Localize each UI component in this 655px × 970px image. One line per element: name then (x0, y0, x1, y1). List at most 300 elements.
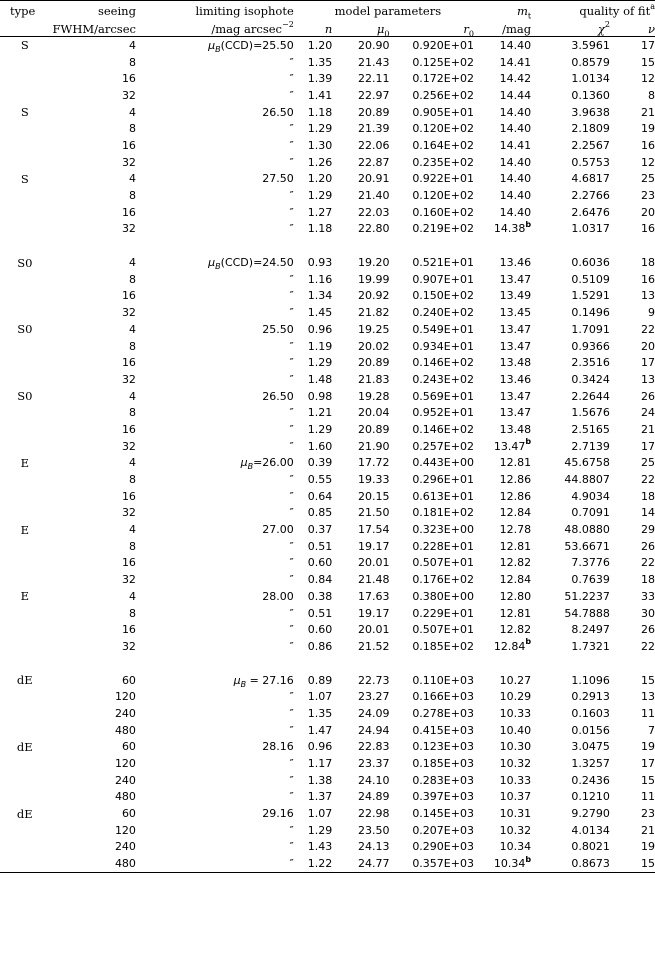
cell-mu0: 17.63 (357, 589, 390, 603)
header-chi2-sup: 2 (604, 20, 610, 30)
cell-nu: 15 (614, 855, 655, 872)
cell-type: dE (16, 673, 33, 688)
cell-mu0: 20.89 (357, 422, 390, 436)
cell-r0: 0.120E+02 (412, 189, 474, 203)
cell-mt: 14.40 (499, 38, 532, 52)
cell-type (0, 137, 50, 154)
cell-r0: 0.146E+02 (412, 422, 474, 436)
cell-seeing: 4 (128, 589, 136, 603)
cell-n: 1.37 (307, 790, 333, 804)
header-mu0-sub: 0 (384, 29, 390, 39)
cell-nu: 13 (641, 289, 655, 303)
cell-chi2: 0.1210 (571, 790, 610, 804)
cell-n: 0.38 (307, 589, 333, 603)
cell-chi2: 1.0317 (571, 222, 610, 236)
cell-seeing: 16 (121, 422, 136, 436)
cell-lim: ″ (289, 506, 294, 520)
cell-n: 1.29 (307, 823, 333, 837)
cell-n: 1.07 (307, 690, 333, 704)
header-seeing: seeing (97, 4, 136, 18)
cell-nu: 23 (641, 189, 655, 203)
cell-mu0: 20.89 (357, 356, 390, 370)
cell-n: 1.38 (307, 773, 333, 787)
cell-mu0: 19.33 (357, 473, 390, 487)
table-row (0, 221, 655, 238)
cell-r0: 0.613E+01 (412, 489, 474, 503)
cell-chi2: 0.7639 (571, 573, 610, 587)
table-row (0, 438, 655, 455)
cell-lim: ″ (289, 55, 294, 69)
cell-mu0: 20.01 (357, 556, 390, 570)
table-row (0, 304, 655, 321)
cell-r0: 0.380E+00 (412, 589, 474, 603)
group-spacer (0, 655, 655, 672)
cell-chi2: 0.1496 (571, 306, 610, 320)
cell-nu: 20 (641, 205, 655, 219)
cell-type (0, 271, 50, 288)
cell-nu: 33 (641, 589, 655, 603)
cell-lim: ″ (289, 406, 294, 420)
cell-lim: $\mu_B(CCD)=25.50$ (208, 38, 294, 55)
table-row (0, 154, 655, 171)
cell-nu: 16 (641, 138, 655, 152)
cell-r0: 0.160E+02 (412, 205, 474, 219)
cell-type: E (20, 589, 30, 604)
cell-nu: 21 (641, 105, 655, 119)
cell-lim: ″ (289, 339, 294, 353)
cell-mt: 13.49 (499, 289, 532, 303)
cell-seeing: 16 (121, 489, 136, 503)
cell-mt: 13.48 (499, 356, 532, 370)
cell-r0: 0.125E+02 (412, 55, 474, 69)
table-body (0, 37, 655, 873)
cell-seeing: 60 (121, 740, 136, 754)
cell-n: 1.29 (307, 189, 333, 203)
cell-chi2: 0.2436 (571, 773, 610, 787)
table-row (0, 54, 655, 71)
cell-chi2: 51.2237 (564, 589, 610, 603)
cell-nu: 17 (641, 757, 655, 771)
cell-mt: 13.46 (499, 256, 532, 270)
cell-r0: 0.296E+01 (412, 473, 474, 487)
table-row (0, 471, 655, 488)
cell-n: 1.47 (307, 723, 333, 737)
cell-seeing: 480 (114, 723, 136, 737)
cell-mt: 10.30 (499, 740, 532, 754)
cell-mu0: 21.48 (357, 573, 390, 587)
table-row (0, 755, 655, 772)
header-quality-of-fit (535, 1, 655, 19)
cell-seeing: 4 (128, 38, 136, 52)
cell-seeing: 32 (121, 88, 136, 102)
cell-seeing: 240 (114, 773, 136, 787)
table-row (0, 421, 655, 438)
cell-r0: 0.507E+01 (412, 556, 474, 570)
table-row (0, 338, 655, 355)
cell-seeing: 240 (114, 840, 136, 854)
cell-chi2: 2.3516 (571, 356, 610, 370)
header-seeing-unit: FWHM/arcsec (50, 18, 136, 37)
cell-r0: 0.176E+02 (412, 573, 474, 587)
cell-r0: 0.357E+03 (389, 855, 478, 872)
cell-type (0, 120, 50, 137)
header-r0-sub: 0 (468, 29, 474, 39)
table-row (0, 70, 655, 87)
cell-r0: 0.150E+02 (412, 289, 474, 303)
cell-lim: ″ (289, 823, 294, 837)
cell-r0: 0.235E+02 (412, 155, 474, 169)
cell-r0: 0.185E+03 (412, 757, 474, 771)
header-nu (614, 18, 655, 37)
cell-type (0, 505, 50, 522)
cell-n: 1.20 (307, 172, 333, 186)
cell-nu: 22 (641, 556, 655, 570)
cell-nu: 20 (641, 339, 655, 353)
cell-lim: ″ (289, 122, 294, 136)
header-quality-label: quality of fit (579, 4, 651, 18)
cell-mt: 10.33 (499, 773, 532, 787)
cell-lim: ″ (289, 72, 294, 86)
cell-mt: 14.41 (499, 138, 532, 152)
cell-seeing: 240 (114, 706, 136, 720)
cell-mt: 12.82 (499, 623, 532, 637)
cell-r0: 0.219E+02 (412, 222, 474, 236)
cell-r0: 0.243E+02 (412, 372, 474, 386)
cell-n: 1.43 (307, 840, 333, 854)
cell-mt: 14.40 (499, 155, 532, 169)
cell-lim: $\mu_B=26.00$ (240, 456, 294, 472)
table-row (0, 588, 655, 605)
cell-r0: 0.907E+01 (412, 272, 474, 286)
cell-r0: 0.283E+03 (412, 773, 474, 787)
cell-lim: 27.50 (262, 172, 294, 186)
cell-r0: 0.123E+03 (412, 740, 474, 754)
cell-r0: 0.229E+01 (412, 606, 474, 620)
cell-lim: ″ (289, 155, 294, 169)
cell-nu: 25 (641, 172, 655, 186)
cell-type (0, 354, 50, 371)
table-row (0, 739, 655, 756)
table-row (0, 288, 655, 305)
table-row (0, 354, 655, 371)
cell-lim: ″ (289, 473, 294, 487)
table-row (0, 120, 655, 137)
cell-chi2: 1.1096 (571, 673, 610, 687)
table-row (0, 621, 655, 638)
cell-lim: ″ (289, 289, 294, 303)
cell-mt: 12.84$^b$ (493, 637, 532, 653)
cell-mt: 13.47 (499, 322, 532, 336)
cell-chi2: 0.0156 (571, 723, 610, 737)
cell-seeing: 32 (121, 506, 136, 520)
cell-r0: 0.507E+01 (412, 623, 474, 637)
cell-nu: 17 (641, 439, 655, 453)
cell-mu0: 20.04 (357, 406, 390, 420)
cell-chi2: 0.1603 (571, 706, 610, 720)
cell-lim: ″ (289, 422, 294, 436)
cell-r0: 0.569E+01 (412, 389, 474, 403)
cell-seeing: 8 (128, 189, 136, 203)
cell-mu0: 23.27 (357, 690, 390, 704)
cell-chi2: 1.7091 (571, 322, 610, 336)
cell-seeing: 32 (121, 306, 136, 320)
cell-nu: 12 (641, 72, 655, 86)
header-row-1 (0, 1, 655, 19)
cell-nu: 14 (641, 506, 655, 520)
cell-mt: 13.46 (499, 372, 532, 386)
cell-n: 0.96 (307, 322, 333, 336)
header-type: type (10, 4, 36, 18)
cell-nu: 22 (641, 639, 655, 653)
cell-r0: 0.207E+03 (412, 823, 474, 837)
table-row (0, 722, 655, 739)
cell-mt: 14.44 (499, 88, 532, 102)
table-row (0, 538, 655, 555)
cell-chi2: 0.8579 (571, 55, 610, 69)
cell-nu: 24 (641, 406, 655, 420)
cell-r0: 0.323E+00 (412, 523, 474, 537)
cell-r0: 0.185E+02 (412, 639, 474, 653)
cell-mu0: 20.15 (357, 489, 390, 503)
cell-mt: 10.31 (499, 807, 532, 821)
cell-type (0, 338, 50, 355)
cell-type: S0 (17, 322, 33, 337)
cell-n: 1.34 (307, 289, 333, 303)
cell-lim: 27.00 (262, 523, 294, 537)
cell-n: 1.18 (307, 222, 333, 236)
cell-type (0, 187, 50, 204)
cell-chi2: 3.9638 (571, 105, 610, 119)
cell-mt: 14.38$^b$ (493, 219, 532, 236)
cell-nu: 13 (641, 690, 655, 704)
cell-chi2: 0.8021 (571, 840, 610, 854)
header-limiting-unit-sup: −2 (281, 20, 294, 30)
cell-r0: 0.228E+01 (412, 539, 474, 553)
cell-nu: 11 (641, 706, 655, 720)
cell-n: 0.84 (307, 573, 333, 587)
cell-mu0: 24.89 (357, 790, 390, 804)
cell-mt: 14.40 (499, 172, 532, 186)
cell-lim: ″ (289, 439, 294, 453)
cell-chi2: 2.7139 (571, 439, 610, 453)
cell-type (0, 54, 50, 71)
cell-lim: ″ (289, 757, 294, 771)
cell-n: 0.85 (307, 506, 333, 520)
cell-n: 1.39 (307, 72, 333, 86)
cell-n: 1.22 (298, 855, 333, 872)
cell-type (0, 638, 50, 655)
cell-type (0, 705, 50, 722)
table-row (0, 87, 655, 104)
cell-seeing: 60 (121, 673, 136, 687)
cell-mu0: 21.52 (357, 639, 390, 653)
cell-mu0: 22.73 (357, 673, 390, 687)
cell-mu0: 19.25 (357, 322, 390, 336)
cell-chi2: 0.5109 (571, 272, 610, 286)
cell-seeing: 32 (121, 372, 136, 386)
cell-mu0: 21.50 (357, 506, 390, 520)
header-mu0 (332, 18, 389, 37)
cell-n: 1.21 (307, 406, 333, 420)
cell-lim: ″ (289, 840, 294, 854)
cell-mt: 13.47 (499, 406, 532, 420)
cell-nu: 22 (641, 473, 655, 487)
cell-chi2: 2.1809 (571, 122, 610, 136)
cell-nu: 26 (641, 623, 655, 637)
cell-seeing: 120 (114, 757, 136, 771)
table-row (0, 688, 655, 705)
table-row (0, 855, 655, 872)
cell-nu: 29 (641, 523, 655, 537)
cell-seeing: 16 (121, 72, 136, 86)
cell-chi2: 1.5291 (571, 289, 610, 303)
cell-lim: ″ (289, 773, 294, 787)
cell-type (0, 555, 50, 572)
cell-chi2: 4.6817 (571, 172, 610, 186)
cell-nu: 17 (641, 356, 655, 370)
cell-chi2: 8.2497 (571, 623, 610, 637)
cell-chi2: 0.5753 (571, 155, 610, 169)
cell-chi2: 1.3257 (571, 757, 610, 771)
table-row (0, 839, 655, 856)
header-chi2-symbol: χ (597, 22, 605, 36)
table-row (0, 254, 655, 271)
cell-chi2: 1.5676 (571, 406, 610, 420)
table-row (0, 605, 655, 622)
cell-chi2: 9.2790 (571, 807, 610, 821)
cell-mt: 12.78 (499, 523, 532, 537)
cell-n: 1.30 (307, 138, 333, 152)
cell-nu: 15 (641, 773, 655, 787)
cell-lim: ″ (289, 606, 294, 620)
cell-mt: 10.33 (499, 706, 532, 720)
cell-nu: 18 (641, 489, 655, 503)
header-r0 (389, 18, 478, 37)
table-row (0, 455, 655, 472)
cell-n: 0.64 (307, 489, 333, 503)
cell-r0: 0.290E+03 (412, 840, 474, 854)
cell-chi2: 0.6036 (571, 256, 610, 270)
cell-seeing: 4 (128, 322, 136, 336)
header-chi2 (535, 18, 614, 37)
cell-nu: 19 (641, 740, 655, 754)
cell-r0: 0.181E+02 (412, 506, 474, 520)
cell-mt: 10.32 (499, 757, 532, 771)
cell-n: 1.20 (307, 38, 333, 52)
cell-r0: 0.952E+01 (412, 406, 474, 420)
header-mu0-symbol: μ (376, 22, 385, 36)
cell-n: 0.89 (307, 673, 333, 687)
cell-lim: ″ (289, 306, 294, 320)
cell-r0: 0.905E+01 (412, 105, 474, 119)
cell-mu0: 17.54 (357, 523, 390, 537)
cell-mu0: 21.43 (357, 55, 390, 69)
table-row (0, 789, 655, 806)
cell-lim: ″ (289, 88, 294, 102)
header-limiting-unit-text: /mag arcsec (211, 22, 282, 36)
cell-r0: 0.145E+03 (412, 807, 474, 821)
cell-n: 1.29 (307, 356, 333, 370)
cell-chi2: 0.2913 (571, 690, 610, 704)
cell-seeing: 16 (121, 556, 136, 570)
table-row (0, 37, 655, 54)
table-row (0, 705, 655, 722)
cell-n: 1.26 (307, 155, 333, 169)
cell-type (0, 605, 50, 622)
cell-nu: 30 (641, 606, 655, 620)
cell-mt: 10.27 (499, 673, 532, 687)
cell-n: 1.17 (307, 757, 333, 771)
cell-lim: 29.16 (262, 807, 294, 821)
cell-r0: 0.166E+03 (412, 690, 474, 704)
cell-seeing: 480 (50, 855, 136, 872)
cell-mu0: 20.89 (357, 105, 390, 119)
cell-mt: 12.81 (499, 539, 532, 553)
cell-nu: 26 (641, 539, 655, 553)
cell-nu: 12 (641, 155, 655, 169)
cell-chi2: 44.8807 (564, 473, 610, 487)
cell-seeing: 32 (121, 439, 136, 453)
cell-mt: 13.47 (499, 389, 532, 403)
cell-r0: 0.256E+02 (412, 88, 474, 102)
cell-n: 1.48 (307, 372, 333, 386)
table-row (0, 321, 655, 338)
cell-n: 0.93 (307, 256, 333, 270)
cell-type (0, 154, 50, 171)
cell-type (0, 87, 50, 104)
cell-seeing: 8 (128, 339, 136, 353)
cell-chi2: 2.6476 (571, 205, 610, 219)
cell-seeing: 120 (114, 690, 136, 704)
cell-chi2: 48.0880 (564, 523, 610, 537)
cell-mu0: 20.90 (357, 38, 390, 52)
cell-mu0: 24.13 (357, 840, 390, 854)
cell-mt: 13.47 (499, 339, 532, 353)
cell-mt: 10.29 (499, 690, 532, 704)
cell-mu0: 22.11 (357, 72, 390, 86)
cell-mu0: 21.39 (357, 122, 390, 136)
table-row (0, 104, 655, 121)
cell-mt: 14.41 (499, 55, 532, 69)
cell-seeing: 4 (128, 389, 136, 403)
cell-mu0: 19.99 (357, 272, 390, 286)
cell-type: E (20, 522, 30, 537)
cell-mt: 13.47$^b$ (493, 437, 532, 453)
cell-seeing: 4 (128, 523, 136, 537)
table-row (0, 805, 655, 822)
cell-chi2: 3.0475 (571, 740, 610, 754)
cell-type (0, 722, 50, 739)
cell-nu: 17 (641, 38, 655, 52)
cell-nu: 21 (641, 422, 655, 436)
cell-seeing: 16 (121, 356, 136, 370)
cell-mu0: 20.92 (357, 289, 390, 303)
cell-seeing: 8 (128, 539, 136, 553)
table-row (0, 638, 655, 655)
cell-type: dE (16, 739, 33, 754)
cell-nu: 16 (641, 272, 655, 286)
table-row (0, 137, 655, 154)
cell-type (0, 839, 50, 856)
cell-n: 0.39 (307, 456, 333, 470)
cell-r0: 0.278E+03 (412, 706, 474, 720)
cell-lim: 28.16 (262, 740, 294, 754)
header-r0-symbol: r (463, 22, 469, 36)
cell-mt: 10.34 (499, 840, 532, 854)
cell-nu: 8 (648, 88, 655, 102)
cell-r0: 0.521E+01 (412, 256, 474, 270)
header-row-2 (0, 18, 655, 37)
